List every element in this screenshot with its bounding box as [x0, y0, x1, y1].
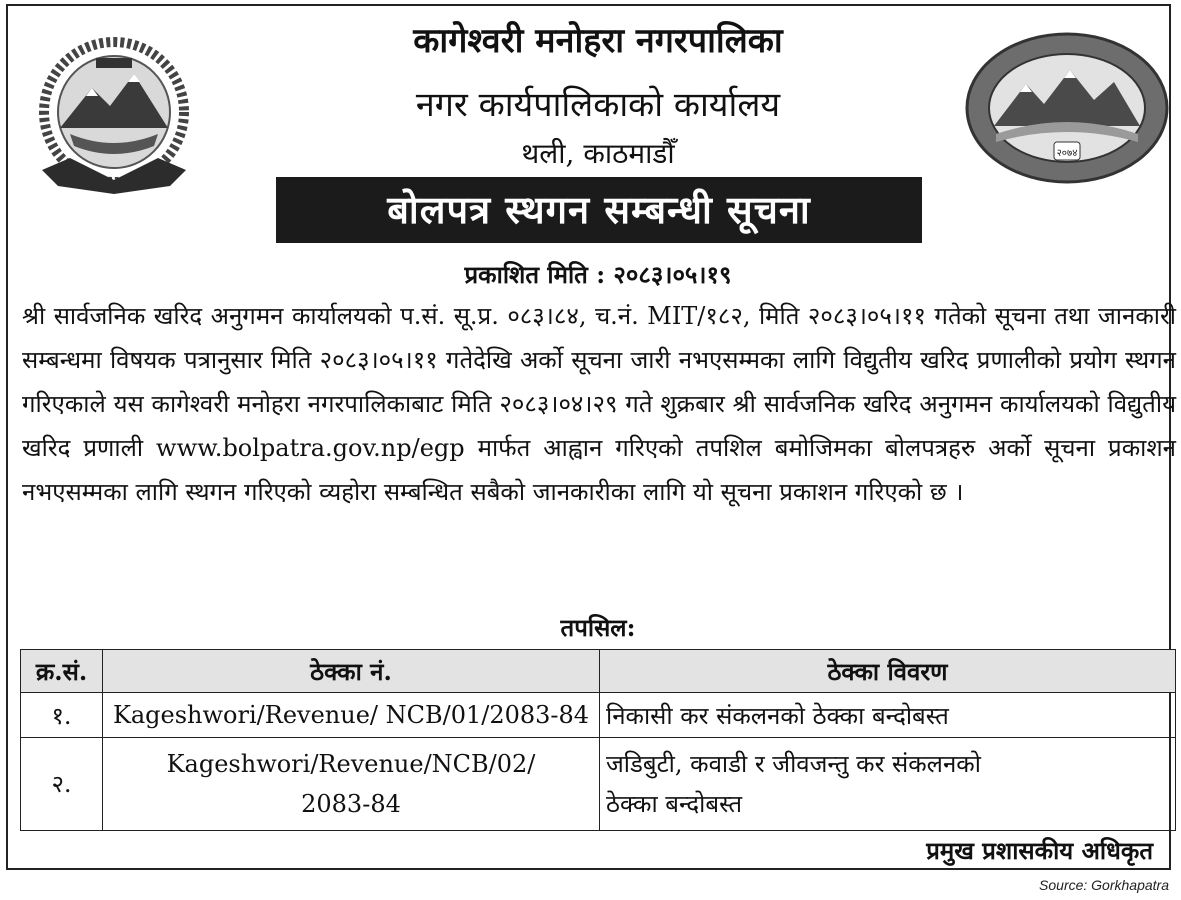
office-name: नगर कार्यपालिकाको कार्यालय — [415, 85, 781, 125]
column-header-description: ठेक्का विवरण — [600, 650, 1176, 693]
contract-no-line: Kageshwori/Revenue/NCB/02/ — [166, 750, 536, 778]
row-contract-no — [103, 738, 600, 831]
row-contract-no: Kageshwori/Revenue/ NCB/01/2083-84 — [103, 693, 600, 738]
municipality-logo — [964, 30, 1170, 186]
table-row — [21, 693, 1176, 738]
notice-body: श्री सार्वजनिक खरिद अनुगमन कार्यालयको प.सं. सू.प्र. ०८३।८४, च.नं. MIT/१८२, मिति २०८३।०५।११ गतेको सूचना तथा जानकारी सम्बन्धमा विषयक पत्रानुसार मिति २०८३।०५।११ गतेदेखि अर्को सूचना जारी नभएसम्मका लागि विद्युतीय खरिद प्रणालीको प्रयोग स्थगन गरिएकाले यस कागेश्वरी मनोहरा नगरपालिकाबाट मिति २०८३।०४।२९ गते शुक्रबार श्री सार्वजनिक खरिद अनुगमन कार्यालयको विद्युतीय खरिद प्रणाली www.bolpatra.gov.np/egp मार्फत आह्वान गरिएको तपशिल बमोजिमका बोलपत्रहरु अर्को सूचना प्रकाशन नभएसम्मका लागि स्थगन गरिएको व्यहोरा सम्बन्धित सबैको जानकारीका लागि यो सूचना प्रकाशन गरिएको छ । — [22, 302, 1176, 506]
column-header-contract-no: ठेक्का नं. — [103, 650, 600, 693]
row-description — [600, 738, 1176, 831]
row-sn: २. — [21, 738, 103, 831]
row-sn: १. — [21, 693, 103, 738]
published-date: प्रकाशित मिति : २०८३।०५।१९ — [464, 260, 732, 289]
description-line: ठेक्का बन्दोबस्त — [606, 790, 743, 818]
municipality-name: कागेश्वरी मनोहरा नगरपालिका — [413, 21, 783, 61]
notice-frame — [6, 4, 1176, 870]
signatory: प्रमुख प्रशासकीय अधिकृत — [926, 836, 1153, 865]
details-heading: तपसिल: — [560, 613, 636, 642]
description-line: जडिबुटी, कवाडी र जीवजन्तु कर संकलनको — [606, 750, 981, 778]
svg-text:२०७४: २०७४ — [1056, 148, 1078, 159]
office-address: थली, काठमाडौँ — [521, 137, 675, 170]
contract-table — [20, 649, 1176, 831]
contract-no-line: 2083-84 — [301, 790, 401, 818]
source-credit: Source: Gorkhapatra — [1039, 877, 1169, 893]
row-description: निकासी कर संकलनको ठेक्का बन्दोबस्त — [600, 693, 1176, 738]
table-row — [21, 738, 1176, 831]
column-header-sn: क्र.सं. — [21, 650, 103, 693]
nepal-government-emblem — [30, 30, 198, 198]
table-header-row — [21, 650, 1176, 693]
notice-title-banner: बोलपत्र स्थगन सम्बन्धी सूचना — [276, 177, 922, 243]
